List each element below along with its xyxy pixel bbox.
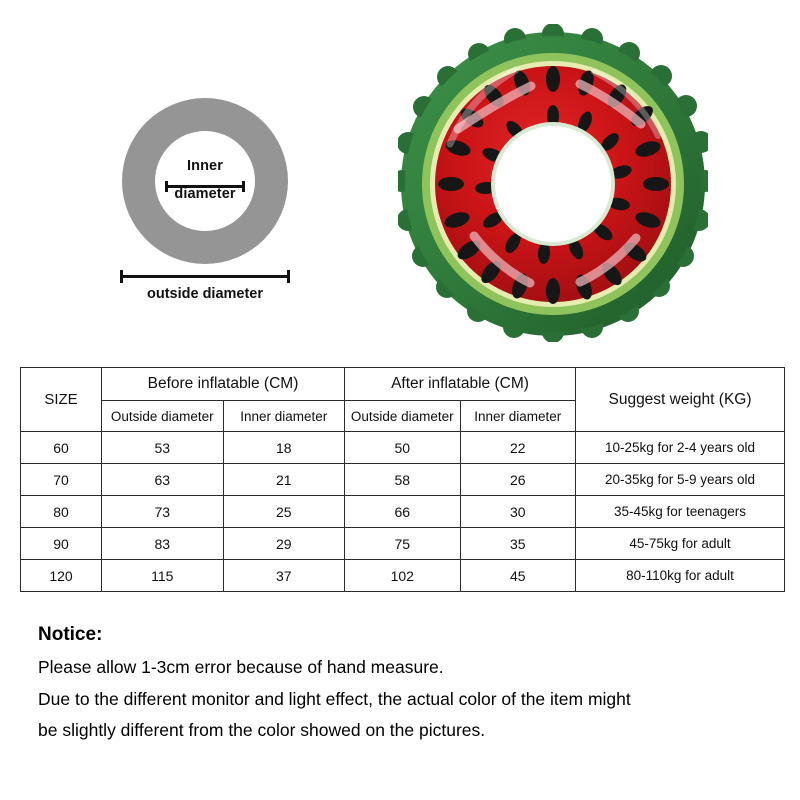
- cell-before-outside: 63: [102, 464, 224, 496]
- table-body: [21, 432, 785, 592]
- header-after-outside-diameter: Outside diameter: [345, 401, 461, 432]
- header-after-inner-diameter: Inner diameter: [460, 401, 576, 432]
- table-header-row-main: [21, 368, 785, 401]
- cell-before-inner: 29: [223, 528, 345, 560]
- illustration-area: [0, 0, 800, 350]
- cell-after-outside: 50: [345, 432, 461, 464]
- cell-size: 80: [21, 496, 102, 528]
- table-row: [21, 528, 785, 560]
- cell-weight: 80-110kg for adult: [576, 560, 785, 592]
- cell-before-outside: 73: [102, 496, 224, 528]
- header-after-inflatable: After inflatable (CM): [345, 368, 576, 401]
- cell-before-inner: 37: [223, 560, 345, 592]
- ring-schematic-diagram: [100, 90, 310, 310]
- table-row: [21, 496, 785, 528]
- cell-before-inner: 25: [223, 496, 345, 528]
- table-row: [21, 560, 785, 592]
- cell-weight: 35-45kg for teenagers: [576, 496, 785, 528]
- cell-after-outside: 75: [345, 528, 461, 560]
- inner-diameter-label-bottom: diameter: [174, 186, 236, 202]
- table-row: [21, 432, 785, 464]
- cell-before-inner: 18: [223, 432, 345, 464]
- notice-block: [38, 624, 778, 754]
- cell-after-inner: 35: [460, 528, 576, 560]
- cell-after-outside: 58: [345, 464, 461, 496]
- cell-before-outside: 83: [102, 528, 224, 560]
- cell-after-inner: 22: [460, 432, 576, 464]
- cell-before-inner: 21: [223, 464, 345, 496]
- outside-diameter-dimension-line: [120, 270, 290, 282]
- size-chart-table: [20, 367, 785, 592]
- notice-line-1: Please allow 1-3cm error because of hand measure.: [38, 657, 444, 677]
- cell-weight: 10-25kg for 2-4 years old: [576, 432, 785, 464]
- cell-before-outside: 115: [102, 560, 224, 592]
- header-before-inflatable: Before inflatable (CM): [102, 368, 345, 401]
- header-size: SIZE: [21, 368, 102, 432]
- outside-dim-bar: [120, 275, 290, 278]
- table-row: [21, 464, 785, 496]
- cell-after-inner: 26: [460, 464, 576, 496]
- inner-hole: [495, 126, 611, 242]
- notice-line-3: be slightly different from the color showed on the pictures.: [38, 720, 486, 740]
- header-before-inner-diameter: Inner diameter: [223, 401, 345, 432]
- inner-diameter-label-top: Inner: [187, 158, 223, 174]
- cell-after-outside: 66: [345, 496, 461, 528]
- cell-before-outside: 53: [102, 432, 224, 464]
- cell-after-inner: 45: [460, 560, 576, 592]
- cell-weight: 45-75kg for adult: [576, 528, 785, 560]
- cell-after-inner: 30: [460, 496, 576, 528]
- notice-title: Notice:: [38, 624, 103, 645]
- cell-size: 120: [21, 560, 102, 592]
- cell-size: 70: [21, 464, 102, 496]
- notice-line-2: Due to the different monitor and light effect, the actual color of the item might: [38, 688, 631, 709]
- cell-after-outside: 102: [345, 560, 461, 592]
- outside-dim-tick-right: [287, 270, 290, 283]
- cell-size: 90: [21, 528, 102, 560]
- header-suggest-weight: Suggest weight (KG): [576, 368, 785, 432]
- watermelon-swim-ring-image: [398, 24, 708, 342]
- header-before-outside-diameter: Outside diameter: [102, 401, 224, 432]
- cell-size: 60: [21, 432, 102, 464]
- table-head: [21, 368, 785, 432]
- outside-diameter-label: outside diameter: [146, 286, 264, 302]
- cell-weight: 20-35kg for 5-9 years old: [576, 464, 785, 496]
